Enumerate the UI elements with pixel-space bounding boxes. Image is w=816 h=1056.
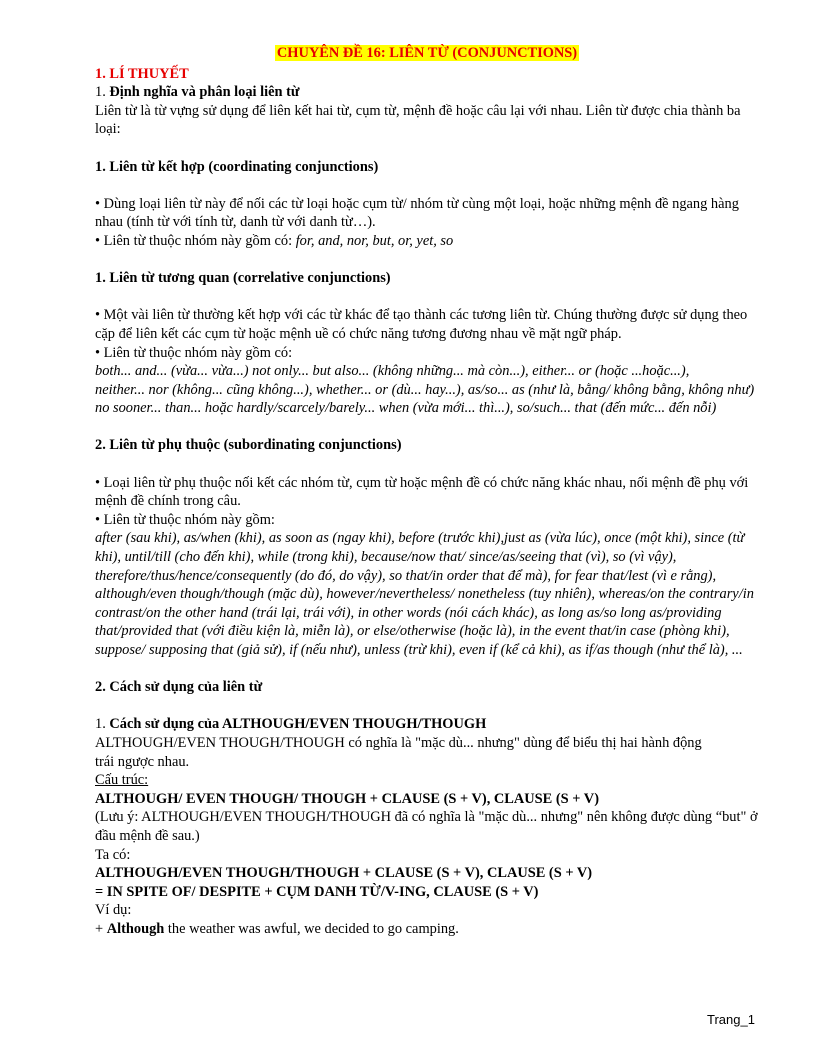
subordinating-heading: 2. Liên từ phụ thuộc (subordinating conjunctions): [95, 437, 402, 454]
coordinating-list-line: [95, 232, 759, 251]
correlative-desc: • Một vài liên từ thường kết hợp với các từ khác để tạo thành các tương liên từ. Chúng thường được sử dụng theo cặp để liên kết các cụm từ hoặc mệnh uề có chức năng tương đương nhau về mặt ngữ pháp.: [95, 307, 748, 342]
although-title: Cách sử dụng của ALTHOUGH/EVEN THOUGH/THOUGH: [109, 716, 487, 733]
example-1: [95, 920, 759, 939]
document-page: [95, 44, 759, 939]
example-label: Ví dụ:: [95, 902, 132, 919]
definition-text: Liên từ là từ vựng sử dụng để liên kết hai từ, cụm từ, mệnh đề hoặc câu lại với nhau. Liên từ được chia thành ba loại:: [95, 102, 741, 138]
coordinating-list: for, and, nor, but, or, yet, so: [295, 232, 454, 249]
taco-label: Ta có:: [95, 846, 131, 863]
subordinating-list-label: • Liên từ thuộc nhóm này gồm:: [95, 511, 275, 528]
structure-2: ALTHOUGH/EVEN THOUGH/THOUGH + CLAUSE (S + V), CLAUSE (S + V): [95, 865, 593, 882]
usage-heading: 2. Cách sử dụng của liên từ: [95, 679, 263, 696]
correlative-list-label: • Liên từ thuộc nhóm này gồm có:: [95, 344, 293, 361]
structure-label: Cấu trúc:: [95, 772, 149, 789]
page-number: Trang_1: [707, 1012, 755, 1027]
correlative-heading: 1. Liên từ tương quan (correlative conjunctions): [95, 270, 391, 287]
structure-note: (Lưu ý: ALTHOUGH/EVEN THOUGH/THOUGH đã có nghĩa là "mặc dù... nhưng" nên không được dùng “but" ở đầu mệnh đề sau.): [95, 809, 758, 844]
although-line-2: trái ngược nhau.: [95, 753, 190, 770]
although-line-1: ALTHOUGH/EVEN THOUGH/THOUGH có nghĩa là "mặc dù... nhưng" dùng để biểu thị hai hành động: [95, 734, 702, 751]
correlative-list-1: both... and... (vừa... vừa...) not only... but also... (không những... mà còn...), either... or (hoặc ...hoặc...),: [95, 363, 690, 380]
although-heading: [95, 715, 759, 734]
although-num: 1.: [95, 716, 110, 733]
example-prefix: +: [95, 920, 107, 937]
definition-heading: [95, 83, 759, 102]
coordinating-list-prefix: • Liên từ thuộc nhóm này gồm có:: [95, 232, 296, 249]
coordinating-heading: 1. Liên từ kết hợp (coordinating conjunctions): [95, 158, 379, 175]
document-title: CHUYÊN ĐỀ 16: LIÊN TỪ (CONJUNCTIONS): [276, 45, 578, 61]
correlative-list-2: neither... nor (không... cũng không...), whether... or (dù... hay...), as/so... as (như là, bằng/ không bằng, không như) no sooner... than... hoặc hardly/scarcely/barely... when (vừa mới... thì...), so/such... that (đến mức... đến nỗi): [95, 381, 755, 417]
example-rest: the weather was awful, we decided to go camping.: [164, 920, 459, 937]
title-row: [95, 44, 759, 63]
definition-title: Định nghĩa và phân loại liên từ: [109, 84, 300, 101]
subordinating-list: after (sau khi), as/when (khi), as soon as (ngay khi), before (trước khi),just as (vừa lúc), once (một khi), since (từ khi), until/till (cho đến khi), while (trong khi), because/now that/ since/as/seeing that (vì), so (vì vậy), therefore/thus/hence/consequently (do đó, do vậy), so that/in order that để mà), for fear that/lest (vì e rằng), although/even though/though (mặc dù), however/nevertheless/ nonetheless (tuy nhiên), whereas/on the contrary/in contrast/on the other hand (trái lại, trái với), in other words (nói cách khác), as long as/so long as/providing that/provided that (với điều kiện là, miễn là), or else/otherwise (hoặc là), in the event that/in case (phòng khi), suppose/ supposing that (giả sử), if (nếu như), unless (trừ khi), even if (kể cả khi), as if/as though (như thể là), ...: [95, 530, 754, 658]
section-theory-heading: 1. LÍ THUYẾT: [95, 65, 189, 82]
definition-num: 1.: [95, 84, 110, 101]
structure-1: ALTHOUGH/ EVEN THOUGH/ THOUGH + CLAUSE (S + V), CLAUSE (S + V): [95, 790, 599, 807]
subordinating-desc: • Loại liên từ phụ thuộc nối kết các nhóm từ, cụm từ hoặc mệnh đề có chức năng khác nhau, nối mệnh đề phụ với mệnh đề chính trong câu.: [95, 474, 749, 510]
structure-3: = IN SPITE OF/ DESPITE + CỤM DANH TỪ/V-ING, CLAUSE (S + V): [95, 883, 539, 900]
example-keyword: Although: [106, 920, 165, 937]
coordinating-desc: • Dùng loại liên từ này để nối các từ loại hoặc cụm từ/ nhóm từ cùng một loại, hoặc những mệnh đề ngang hàng nhau (tính từ với tính từ, danh từ với danh từ…).: [95, 195, 739, 231]
